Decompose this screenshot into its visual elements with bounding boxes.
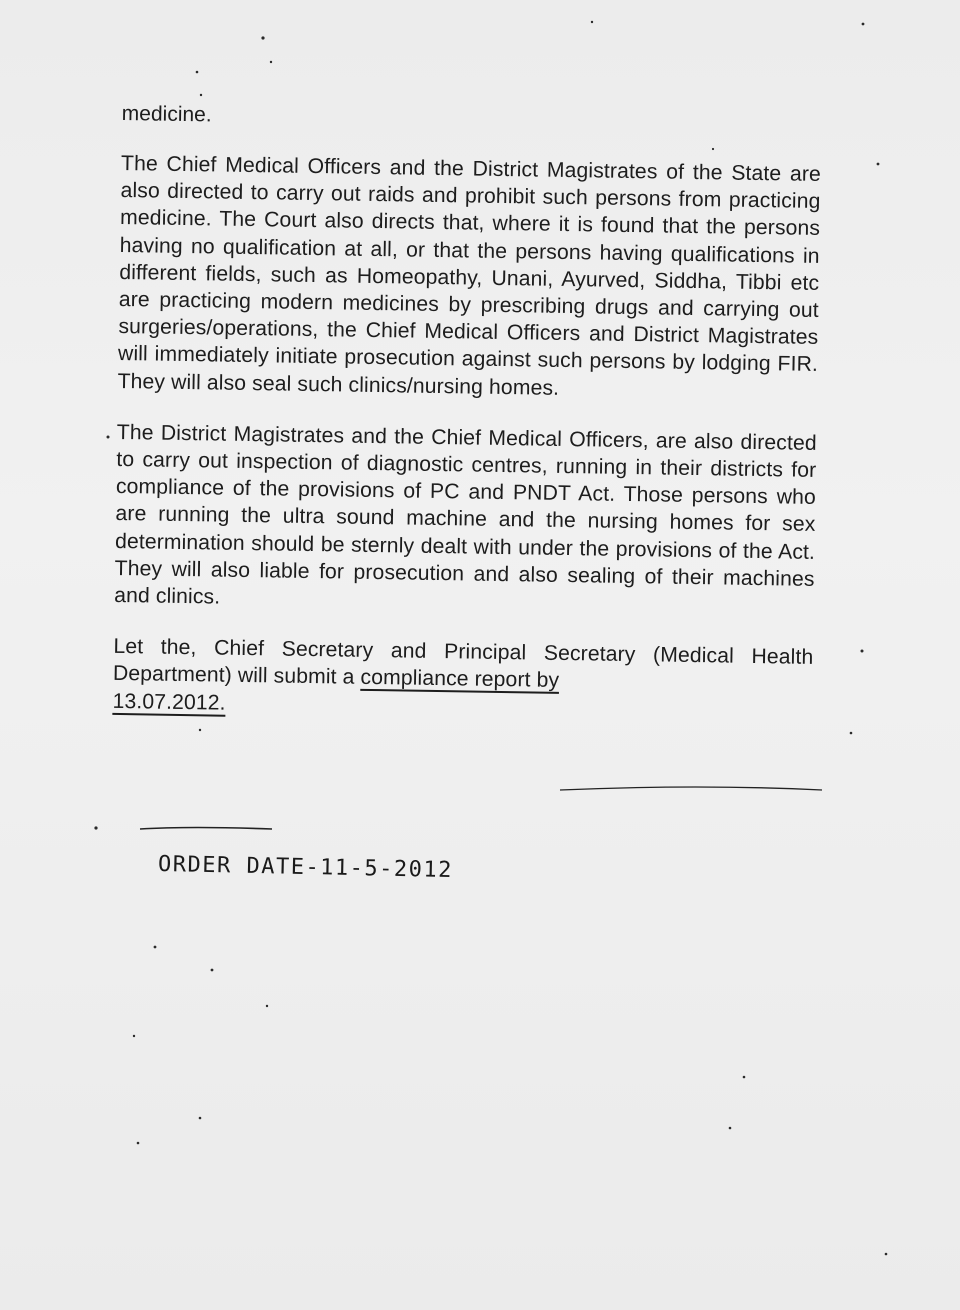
continuation-text: medicine. (121, 101, 212, 127)
compliance-date: 13.07.2012. (112, 689, 226, 715)
document-body (112, 100, 822, 750)
paragraph-inspection: The District Magistrates and the Chief Medical Officers, are also directed to carry out inspection of diagnostic centres, running in their districts for compliance of the provisions of PC and PNDT Act. Those persons who are running the ultra sound machine and the nursing homes for sex determination should be sternly dealt with under the provisions of the Act. They will also liable for prosecution and also sealing of their machines and clinics. (114, 420, 817, 609)
paragraph-raids: The Chief Medical Officers and the District Magistrates of the State are also directed to carry out raids and prohibit such persons from practicing medicine. The Court also directs that, where it is found that the persons having no qualification at all, or that the persons having qualifications in different fields, such as Homeopathy, Unani, Ayurved, Siddha, Tibbi etc are practicing modern medicines by prescribing drugs and carrying out surgeries/operations, the Chief Medical Officers and District Magistrates will immediately initiate prosecution against such persons by lodging FIR. They will also seal such clinics/nursing homes. (117, 151, 822, 400)
compliance-intro: Let the, Chief Secretary and Principal Secretary (Medical Health Department) will submit a (112, 635, 814, 690)
paragraph-compliance (112, 633, 813, 726)
compliance-report-phrase: compliance report by (360, 666, 560, 693)
handwritten-order-date: ORDER DATE-11-5-2012 (157, 851, 454, 884)
